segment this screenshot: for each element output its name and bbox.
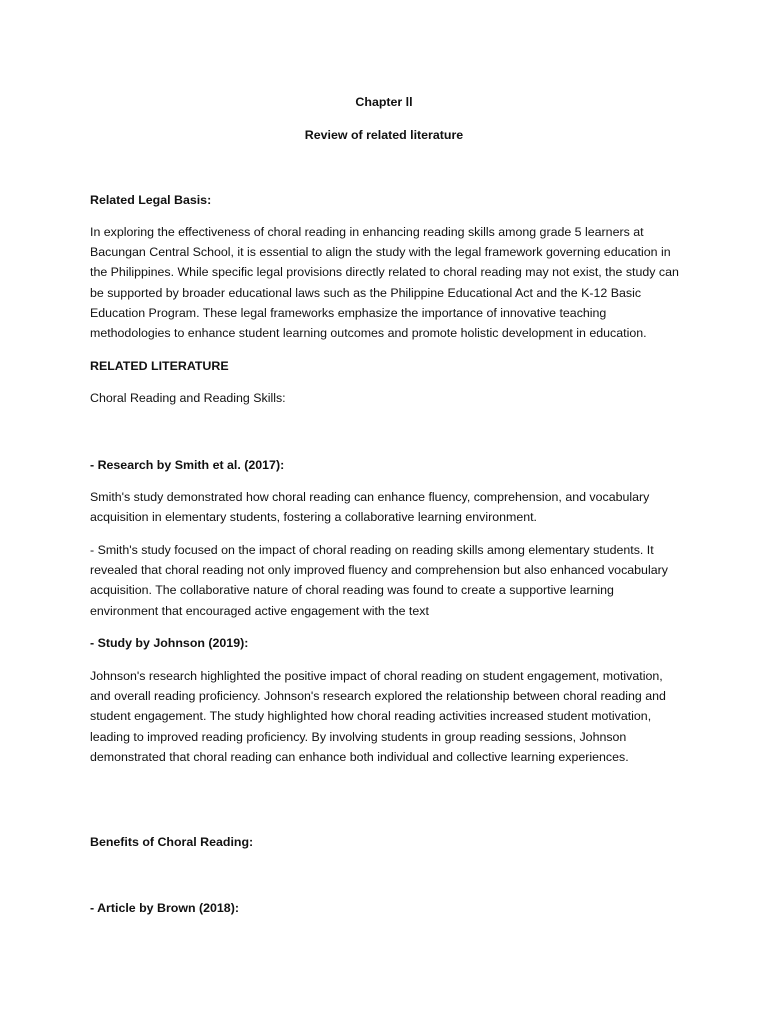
johnson-heading: - Study by Johnson (2019): (90, 636, 249, 650)
legal-basis-heading: Related Legal Basis: (90, 193, 212, 207)
chapter-title: Chapter ll (355, 95, 413, 109)
smith-heading: - Research by Smith et al. (2017): (90, 458, 285, 472)
chapter-subtitle: Review of related literature (304, 128, 464, 142)
legal-basis-paragraph: In exploring the effectiveness of choral reading in enhancing reading skills among grade 5 learners at Bacungan Central School, it is essential to align the study with the legal framework governing education in the Philippines. While specific legal provisions directly related to choral reading may not exist, the study can be supported by broader educational laws such as the Philippine Educational Act and the K-12 Basic Education Program. These legal frameworks emphasize the importance of innovative teaching methodologies to enhance student learning outcomes and promote holistic development in education. (90, 225, 679, 341)
smith-paragraph-2: - Smith's study focused on the impact of choral reading on reading skills among elementary students. It revealed that choral reading not only improved fluency and comprehension but also enhanced vocabulary acquisition. The collaborative nature of choral reading was found to create a supportive learning environment that encouraged active engagement with the text (90, 543, 668, 618)
related-literature-heading: RELATED LITERATURE (90, 359, 229, 373)
smith-paragraph-1: Smith's study demonstrated how choral reading can enhance fluency, comprehension, and vocabulary acquisition in elementary students, fostering a collaborative learning environment. (90, 490, 650, 525)
brown-heading: - Article by Brown (2018): (90, 901, 239, 915)
benefits-heading: Benefits of Choral Reading: (90, 835, 254, 849)
choral-reading-subheading: Choral Reading and Reading Skills: (90, 391, 286, 405)
johnson-paragraph: Johnson's research highlighted the positive impact of choral reading on student engagement, motivation, and overall reading proficiency. Johnson's research explored the relationship between choral reading and student engagement. The study highlighted how choral reading activities increased student motivation, leading to improved reading proficiency. By involving students in group reading sessions, Johnson demonstrated that choral reading can enhance both individual and collective learning experiences. (90, 669, 666, 764)
